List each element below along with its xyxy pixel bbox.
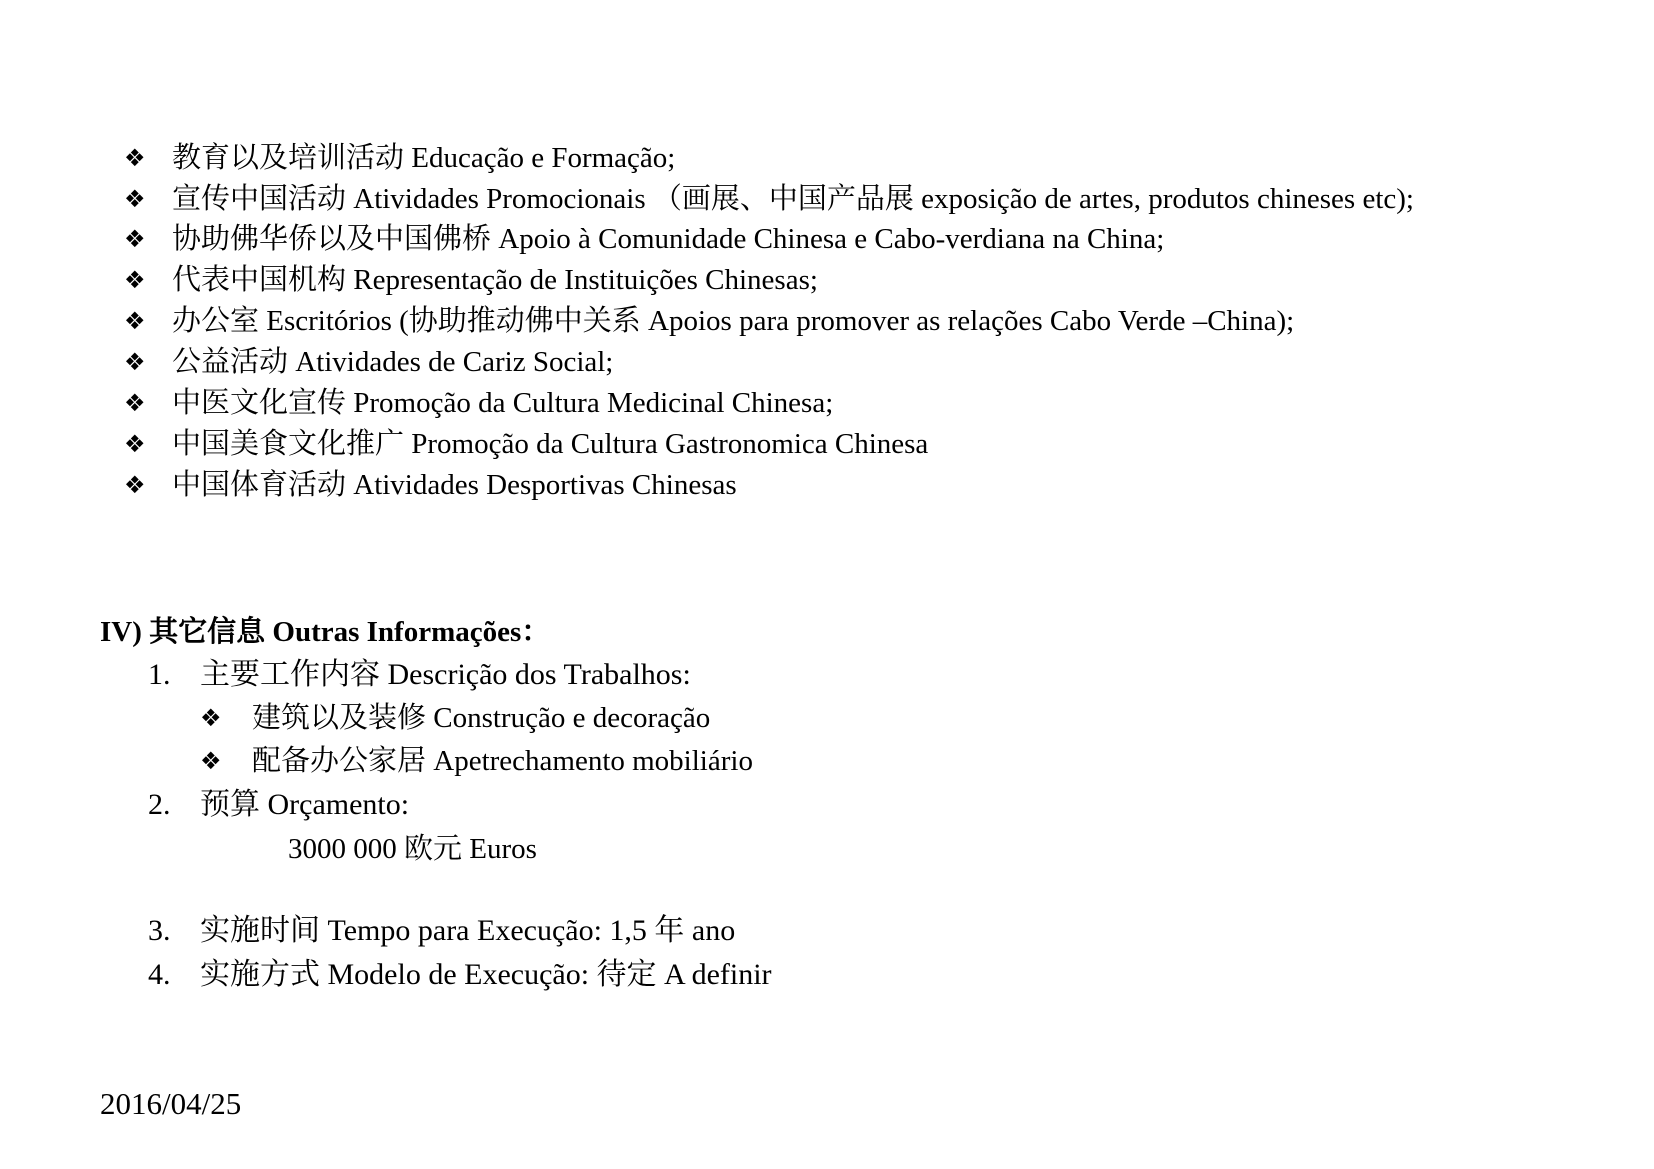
spacer xyxy=(200,871,772,909)
budget-value: 3000 000 欧元 Euros xyxy=(288,833,537,865)
activity-text: 宣传中国活动 Atividades Promocionais （画展、中国产品展 exposição de artes, produtos chineses etc); xyxy=(172,183,1414,215)
list-item xyxy=(124,260,1564,301)
item-label: 主要工作内容 Descrição dos Trabalhos: xyxy=(200,658,691,691)
activity-text: 办公室 Escritórios (协助推动佛中关系 Apoios para promover as relações Cabo Verde –China); xyxy=(172,305,1295,337)
item-number: 1. xyxy=(148,658,171,691)
diamond-bullet-icon: ❖ xyxy=(200,704,222,732)
diamond-bullet-icon: ❖ xyxy=(124,430,146,458)
subitem-text: 配备办公家居 Apetrechamento mobiliário xyxy=(252,745,753,777)
list-item xyxy=(200,697,772,740)
list-item xyxy=(124,424,1564,465)
diamond-bullet-icon: ❖ xyxy=(124,185,146,213)
item-label: 实施方式 Modelo de Execução: 待定 A definir xyxy=(200,958,772,991)
item-label: 实施时间 Tempo para Execução: 1,5 年 ano xyxy=(200,914,736,947)
item-number: 3. xyxy=(148,914,171,947)
subitem-text: 建筑以及装修 Construção e decoração xyxy=(252,702,711,734)
list-item-work-description xyxy=(148,653,772,783)
section-heading: IV) 其它信息 Outras Informações： xyxy=(100,616,551,648)
numbered-list xyxy=(148,653,772,997)
list-item xyxy=(124,465,1564,506)
activity-text: 中医文化宣传 Promoção da Cultura Medicinal Chinesa; xyxy=(172,387,834,419)
list-item xyxy=(124,301,1564,342)
diamond-bullet-icon: ❖ xyxy=(124,144,146,172)
work-sublist xyxy=(200,697,772,783)
activity-text: 公益活动 Atividades de Cariz Social; xyxy=(172,346,614,378)
list-item xyxy=(124,383,1564,424)
list-item xyxy=(124,138,1564,179)
activity-text: 代表中国机构 Representação de Instituições Chinesas; xyxy=(172,264,818,296)
activities-list xyxy=(124,138,1564,506)
item-number: 2. xyxy=(148,788,171,821)
activity-text: 中国体育活动 Atividades Desportivas Chinesas xyxy=(172,469,737,501)
diamond-bullet-icon: ❖ xyxy=(124,307,146,335)
list-item xyxy=(124,219,1564,260)
list-item-budget xyxy=(148,783,772,909)
diamond-bullet-icon: ❖ xyxy=(200,747,222,775)
activity-text: 中国美食文化推广 Promoção da Cultura Gastronomica Chinesa xyxy=(172,428,929,460)
item-label: 预算 Orçamento: xyxy=(200,788,410,821)
activity-text: 协助佛华侨以及中国佛桥 Apoio à Comunidade Chinesa e Cabo-verdiana na China; xyxy=(172,223,1165,255)
list-item xyxy=(124,179,1564,219)
list-item xyxy=(124,342,1564,383)
item-number: 4. xyxy=(148,958,171,991)
diamond-bullet-icon: ❖ xyxy=(124,389,146,417)
activity-text: 教育以及培训活动 Educação e Formação; xyxy=(172,142,676,174)
list-item xyxy=(200,740,772,783)
list-item-execution-model xyxy=(148,953,772,997)
diamond-bullet-icon: ❖ xyxy=(124,266,146,294)
diamond-bullet-icon: ❖ xyxy=(124,471,146,499)
list-item-execution-time xyxy=(148,909,772,953)
document-date: 2016/04/25 xyxy=(100,1086,242,1121)
diamond-bullet-icon: ❖ xyxy=(124,348,146,376)
diamond-bullet-icon: ❖ xyxy=(124,225,146,253)
